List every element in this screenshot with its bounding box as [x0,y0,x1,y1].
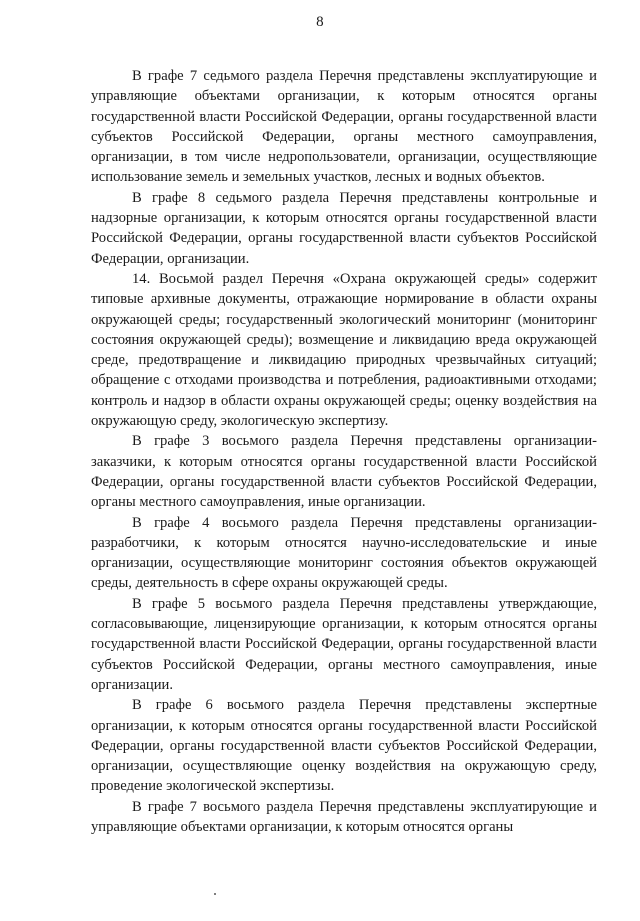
paragraph-graph7-section7: В графе 7 седьмого раздела Перечня представлены эксплуатирующие и управляющие объектами организации, к которым относятся органы государственной власти Российской Федерации, органы государственной власти субъектов Российской Федерации, органы местного самоуправления, организации, в том числе недропользователи, организации, осуществляющие использование земель и земельных участков, лесных и водных объектов. [91,68,597,186]
scan-speck [214,893,216,895]
paragraph-graph4-section8: В графе 4 восьмого раздела Перечня представлены организации-разработчики, к которым относятся научно-исследовательские и иные организации, осуществляющие мониторинг состояния объектов окружающей среды, деятельность в сфере охраны окружающей среды. [91,514,597,592]
paragraph-graph5-section8: В графе 5 восьмого раздела Перечня представлены утверждающие, согласовывающие, лицензирующие организации, к которым относятся органы государственной власти Российской Федерации, органы государственной власти субъектов Российской Федерации, органы местного самоуправления, иные организации. [91,595,597,693]
paragraph-graph3-section8: В графе 3 восьмого раздела Перечня представлены организации-заказчики, к которым относятся органы государственной власти Российской Федерации, органы государственной власти субъектов Российской Федерации, органы местного самоуправления, иные организации. [91,433,597,511]
paragraph-graph8-section7: В графе 8 седьмого раздела Перечня представлены контрольные и надзорные организации, к которым относятся органы государственной власти Российской Федерации, органы государственной власти субъектов Российской Федерации, организации. [91,189,597,267]
document-body [91,66,597,837]
paragraph-graph6-section8: В графе 6 восьмого раздела Перечня представлены экспертные организации, к которым относятся органы государственной власти Российской Федерации, органы государственной власти субъектов Российской Федерации, организации, осуществляющие оценку воздействия на окружающую среду, проведение экологической экспертизы. [91,697,597,795]
paragraph-item14-section8: 14. Восьмой раздел Перечня «Охрана окружающей среды» содержит типовые архивные документы, отражающие нормирование в области охраны окружающей среды; государственный экологический мониторинг (мониторинг состояния окружающей среды); возмещение и ликвидацию вреда окружающей среде, предотвращение и ликвидацию природных чрезвычайных ситуаций; обращение с отходами производства и потребления, радиоактивными отходами; контроль и надзор в области охраны окружающей среды; оценку воздействия на окружающую среду, экологическую экспертизу. [91,270,597,430]
paragraph-graph7-section8: В графе 7 восьмого раздела Перечня представлены эксплуатирующие и управляющие объектами организации, к которым относятся органы [91,798,597,835]
page-number: 8 [316,14,324,30]
